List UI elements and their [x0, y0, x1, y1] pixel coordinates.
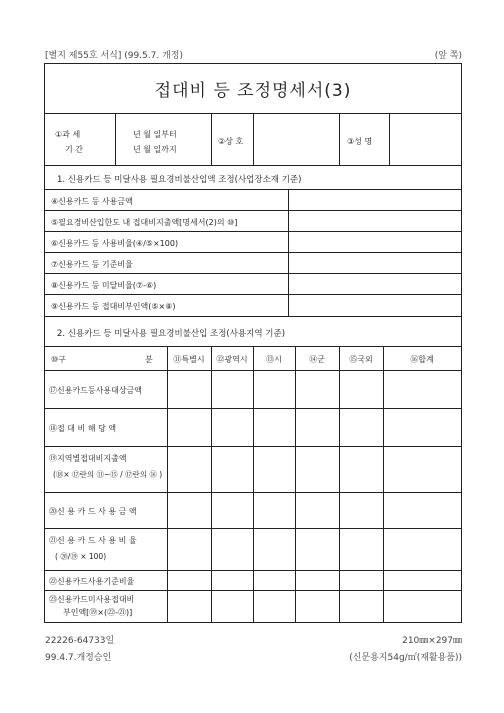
section1-item: ⑤필요경비산입한도 내 접대비지출액[명세서(2)의 ⑩] — [45, 211, 461, 232]
section2-row: ⑰신용카드등사용대상금액 — [45, 371, 461, 409]
paper-type: (신문용지54g/㎡(재활용품)) — [349, 653, 462, 663]
col-header-right: 분 — [145, 355, 153, 364]
section2-row: ㉑신 용 카 드 사 용 비 율 ( ⑳/⑲ × 100) — [45, 529, 461, 571]
period-to: 년 월 일까지 — [133, 145, 177, 154]
section1-item: ⑦신용카드 등 기준비율 — [45, 253, 461, 274]
period-from: 년 월 일부터 — [133, 130, 177, 139]
name-label: ③성 명 — [347, 137, 373, 146]
page-side: (앞 쪽) — [434, 51, 462, 61]
section2-row: ㉒신용카드사용기준비율 — [45, 571, 461, 591]
section1-item: ④신용카드 등 사용금액 — [45, 190, 461, 211]
paper-size: 210㎜×297㎜ — [402, 636, 462, 646]
company-label: ②상 호 — [218, 137, 244, 146]
form-number: [별지 제55호 서식] (99.5.7. 개정) — [45, 51, 183, 61]
section1-title-row — [45, 166, 461, 190]
adjustment-form — [44, 63, 462, 623]
period-label-2: 기 간 — [65, 145, 83, 154]
section1-item: ⑨신용카드 등 접대비부인액(⑤×⑧) — [45, 295, 461, 317]
section2-row: ⑱접 대 비 해 당 액 — [45, 409, 461, 447]
col-city: ⑬시 — [266, 354, 282, 364]
period-label-1: ①과 세 — [55, 130, 81, 139]
section2-title-row — [45, 317, 461, 347]
col-special-city: ⑪특별시 — [173, 354, 205, 364]
section1-item: ⑥신용카드 등 사용비율(④/⑤×100) — [45, 232, 461, 253]
col-metro-city: ⑫광역시 — [216, 354, 248, 364]
col-header-left: ⑩구 — [51, 355, 66, 364]
approval-date: 99.4.7.개정승인 — [45, 653, 112, 663]
section2-row: ㉓신용카드미사용접대비 부인액[⑲×(㉒-㉑)] — [45, 591, 461, 622]
col-total: ⑯합계 — [410, 354, 434, 364]
section2-row: ⑲지역별접대비지출액 (⑱× ⑰란의 ⑪~⑮ / ⑰란의 ⑯ ) — [45, 447, 461, 493]
section2-header-row — [45, 347, 461, 371]
section2-row: ⑳신 용 카 드 사 용 금 액 — [45, 493, 461, 529]
col-overseas: ⑮국외 — [349, 354, 373, 364]
section1-item: ⑧신용카드 등 미달비율(⑦-⑥) — [45, 274, 461, 295]
section2-title: 2. 신용카드 등 미달사용 필요경비불산입 조정(사용지역 기준) — [57, 329, 286, 339]
info-row — [45, 114, 461, 166]
col-county: ⑭군 — [309, 354, 325, 364]
section1-title: 1. 신용카드 등 미달사용 필요경비불산입액 조정(사업장소재 기준) — [57, 175, 302, 185]
form-title: 접대비 등 조정명세서(3) — [45, 64, 461, 114]
form-code: 22226-64733일 — [45, 636, 115, 646]
